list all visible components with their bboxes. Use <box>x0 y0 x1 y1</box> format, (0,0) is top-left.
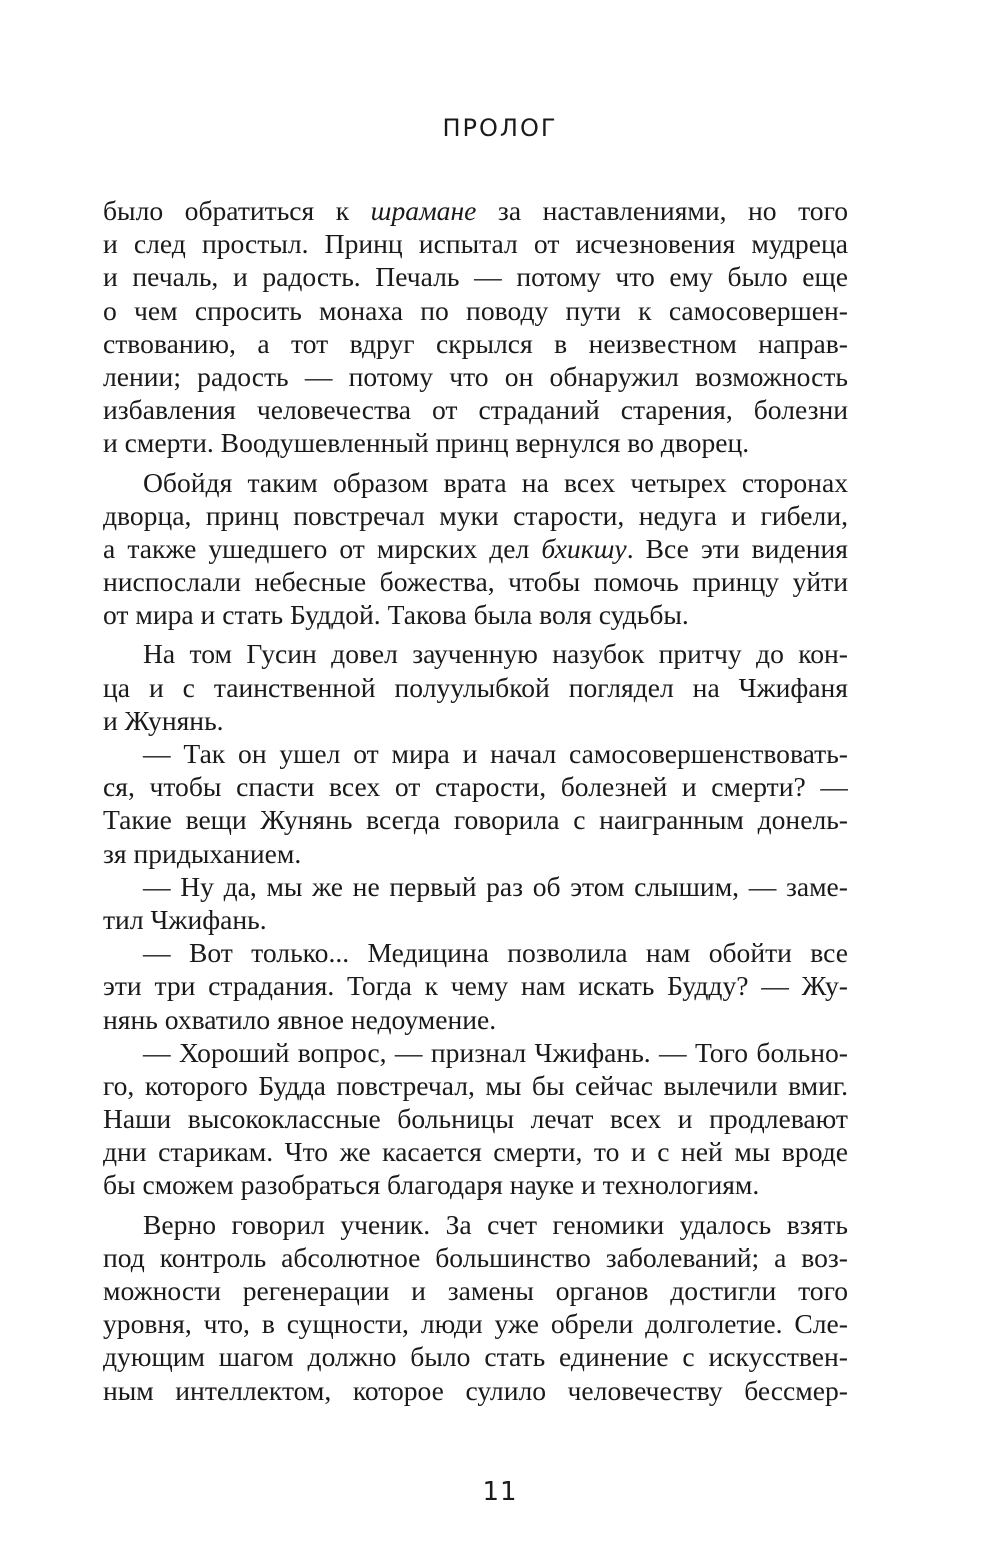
text-line: бы сможем разобраться благодаря науке и технологиям. <box>103 1169 760 1201</box>
paragraph-8 <box>103 1208 848 1407</box>
text-line: лении; радость — потому что он обнаружил возможность <box>103 360 848 392</box>
text-line: — Ну да, мы же не первый раз об этом слышим, — заме- <box>143 870 848 902</box>
text-line: Наши высококлассные больницы лечат всех и продлевают <box>103 1103 848 1135</box>
text-line: — Вот только... Медицина позволила нам обойти все <box>143 937 848 969</box>
text-line: — Так он ушел от мира и начал самосовершенствовать- <box>143 738 848 769</box>
paragraph-4 <box>103 737 848 870</box>
text-line: под контроль абсолютное большинство заболеваний; а воз- <box>103 1241 848 1273</box>
text-line: нянь охватило явное недоумение. <box>103 1003 497 1035</box>
text-line <box>103 194 848 227</box>
text-line: ца и с таинственной полуулыбкой поглядел на Чжифаня <box>103 671 848 703</box>
text-line: ствованию, а тот вдруг скрылся в неизвестном направ- <box>103 327 848 359</box>
text-run: а также ушедшего от мирских дел <box>103 532 542 564</box>
italic-term-bhikshu: бхикшу <box>541 532 627 564</box>
text-line: ниспослали небесные божества, чтобы помочь принцу уйти <box>103 566 848 598</box>
paragraph-7 <box>103 1036 848 1202</box>
paragraph-5 <box>103 870 848 936</box>
text-line: можности регенерации и замены органов достигли того <box>103 1275 848 1306</box>
body-text <box>103 194 848 1407</box>
text-line: ся, чтобы спасти всех от старости, болезней и смерти? — <box>103 771 848 803</box>
text-line <box>103 532 848 565</box>
text-line: На том Гусин довел заученную назубок притчу до кон- <box>143 638 848 670</box>
italic-term-shramana: шрамане <box>370 195 477 226</box>
text-line: Такие вещи Жунянь всегда говорила с наигранным донель- <box>103 804 848 836</box>
text-line: го, которого Будда повстречал, мы бы сейчас вылечили вмиг. <box>103 1069 848 1101</box>
text-line: тил Чжифань. <box>103 903 267 935</box>
page-number: 11 <box>482 1477 518 1507</box>
text-line: избавления человечества от страданий старения, болезни <box>103 394 848 426</box>
text-line: и печаль, и радость. Печаль — потому что ему было еще <box>103 261 848 293</box>
text-line: от мира и стать Буддой. Такова была воля судьбы. <box>103 599 689 631</box>
text-line: Обойдя таким образом врата на всех четырех сторонах <box>143 466 848 498</box>
text-line: ным интеллектом, которое сулило человечеству бессмер- <box>103 1374 848 1406</box>
text-line: и смерти. Воодушевленный принц вернулся во дворец. <box>103 427 750 459</box>
text-line: и Жунянь. <box>103 704 224 736</box>
paragraph-2 <box>103 466 848 632</box>
paragraph-1 <box>103 194 848 460</box>
text-line: дни старикам. Что же касается смерти, то и с ней мы вроде <box>103 1136 848 1168</box>
text-line: уровня, что, в сущности, люди уже обрели долголетие. Сле- <box>103 1308 848 1340</box>
text-line: Верно говорил ученик. За счет геномики удалось взять <box>143 1208 848 1240</box>
paragraph-6 <box>103 936 848 1036</box>
text-line: дворца, принц повстречал муки старости, недуга и гибели, <box>103 499 848 531</box>
text-line: и след простыл. Принц испытал от исчезновения мудреца <box>103 228 848 260</box>
text-line: дующим шагом должно было стать единение с искусствен- <box>103 1341 848 1373</box>
text-line: — Хороший вопрос, — признал Чжифань. — Того больно- <box>143 1036 848 1068</box>
text-line: эти три страдания. Тогда к чему нам искать Будду? — Жу- <box>103 970 848 1002</box>
text-line: о чем спросить монаха по поводу пути к самосовершен- <box>103 294 848 326</box>
text-run: . Все эти видения <box>626 532 848 564</box>
text-run: за наставлениями, но того <box>476 195 848 226</box>
text-run: было обратиться к <box>103 195 371 226</box>
paragraph-3 <box>103 637 848 737</box>
text-line: зя придыханием. <box>103 837 302 869</box>
running-head-title: ПРОЛОГ <box>442 114 558 142</box>
